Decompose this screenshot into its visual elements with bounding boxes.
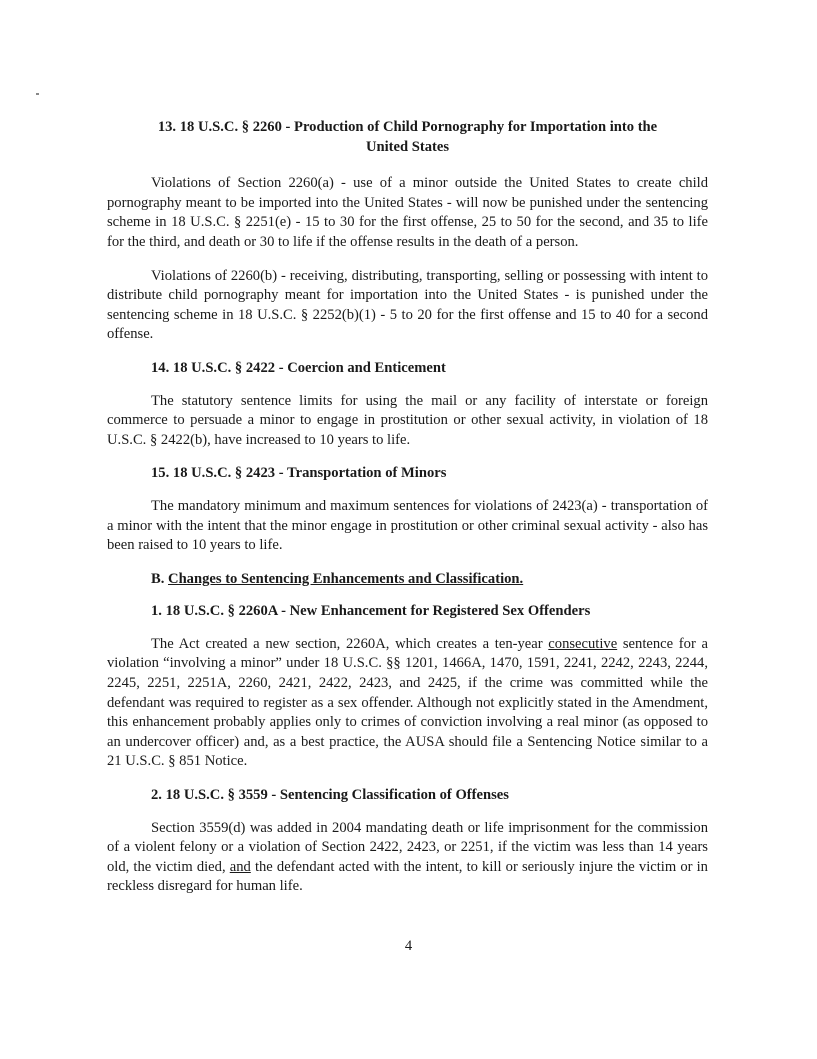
section-13-heading-line1: 13. 18 U.S.C. § 2260 - Production of Child Pornography for Importation into the (157, 119, 658, 135)
section-13-heading-line2: United States (365, 138, 450, 155)
scan-speck (36, 93, 39, 95)
section-14-heading: 14. 18 U.S.C. § 2422 - Coercion and Enticement (151, 359, 446, 376)
section-b1-text-after: sentence for a violation “involving a minor” under 18 U.S.C. §§ 1201, 1466A, 1470, 1591, 2241, 2242, 2243, 2244, 2245, 2251, 2251A, 2260, 2421, 2422, 2423, and 2425, if the crime was committed while the defendant was required to register as a sex offender. Although not explicitly stated in the Amendment, this enhancement probably applies only to crimes of conviction involving a real minor (as opposed to an undercover officer) and, as a best practice, the AUSA should file a Sentencing Notice similar to a 21 U.S.C. § 851 Notice. (107, 635, 708, 770)
section-b1-heading: 1. 18 U.S.C. § 2260A - New Enhancement for Registered Sex Offenders (151, 603, 591, 620)
section-b2-paragraph (107, 819, 708, 897)
section-14-paragraph: The statutory sentence limits for using the mail or any facility of interstate or foreign commerce to persuade a minor to engage in prostitution or other sexual activity, in violation of 18 U.S.C. § 2422(b), have increased to 10 years to life. (107, 392, 708, 448)
section-15-paragraph: The mandatory minimum and maximum sentences for violations of 2423(a) - transportation of a minor with the intent that the minor engage in prostitution or other criminal sexual activity - also has been raised to 10 years to life. (107, 497, 708, 554)
section-b-prefix: B. (151, 570, 169, 587)
section-13-paragraph-2: Violations of 2260(b) - receiving, distributing, transporting, selling or possessing with intent to distribute child pornography meant for importation into the United States - is punished under the sentencing scheme in 18 U.S.C. § 2252(b)(1) - 5 to 20 for the first offense and 15 to 40 for a second offense. (107, 267, 708, 343)
section-b2-underlined-word: and (229, 858, 251, 875)
document-page (107, 118, 708, 911)
section-b1-text-before: The Act created a new section, 2260A, which creates a ten-year (151, 635, 549, 652)
section-b2-text-after: the defendant acted with the intent, to kill or seriously injure the victim or in reckless disregard for human life. (107, 858, 708, 895)
section-13-paragraph-1: Violations of Section 2260(a) - use of a minor outside the United States to create child pornography meant to be imported into the United States - will now be punished under the sentencing scheme in 18 U.S.C. § 2251(e) - 15 to 30 for the first offense, 25 to 50 for the second, and 35 to life for the third, and death or 30 to life if the offense results in the death of a person. (107, 175, 708, 250)
section-b1-underlined-word: consecutive (548, 635, 618, 652)
section-b1-paragraph (107, 635, 708, 772)
page-number: 4 (404, 938, 413, 954)
section-b-heading (107, 570, 708, 590)
section-b2-heading: 2. 18 U.S.C. § 3559 - Sentencing Classification of Offenses (151, 787, 509, 804)
section-b2-text-before: Section 3559(d) was added in 2004 mandating death or life imprisonment for the commission of a violent felony or a violation of Section 2422, 2423, or 2251, if the victim was less than 14 years old, the victim died, (107, 819, 708, 875)
section-b-title: Changes to Sentencing Enhancements and Classification. (168, 570, 524, 587)
section-13-heading (107, 118, 708, 157)
section-15-heading: 15. 18 U.S.C. § 2423 - Transportation of Minors (151, 465, 447, 482)
